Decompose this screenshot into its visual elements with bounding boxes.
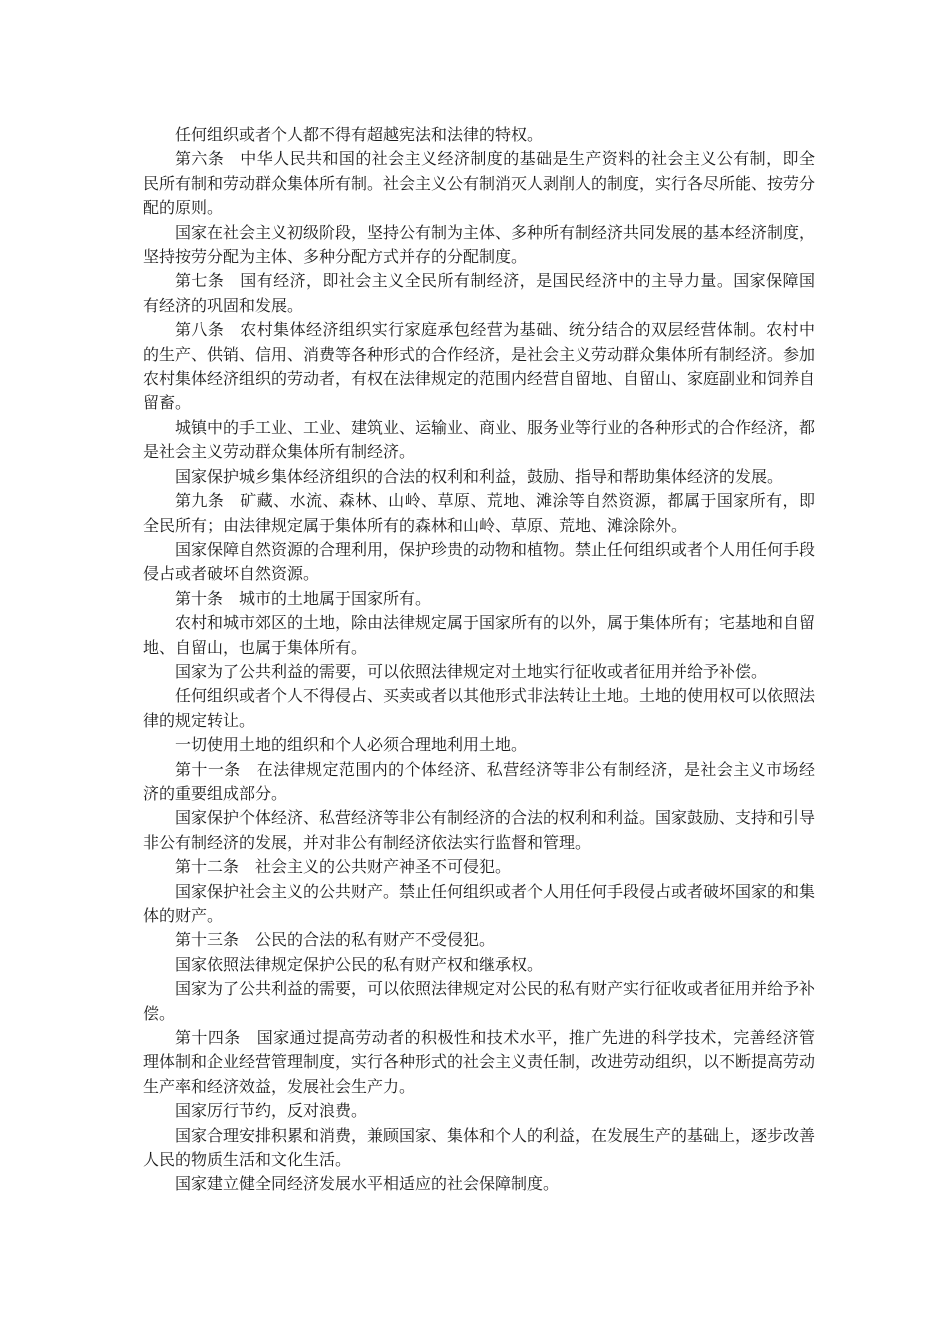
paragraph-text: 国家通过提高劳动者的积极性和技术水平，推广先进的科学技术，完善经济管理体制和企业经营管理制度，实行各种形式的社会主义责任制，改进劳动组织，以不断提高劳动生产率和经济效益，发展社会生产力。: [143, 1028, 816, 1096]
paragraph: [143, 318, 815, 416]
paragraph-text: 国家保护个体经济、私营经济等非公有制经济的合法的权利和利益。国家鼓励、支持和引导非公有制经济的发展，并对非公有制经济依法实行监督和管理。: [143, 808, 816, 852]
article-number: 第八条: [175, 320, 225, 340]
paragraph: [143, 538, 815, 587]
paragraph: [143, 660, 815, 684]
paragraph-text: 在法律规定范围内的个体经济、私营经济等非公有制经济，是社会主义市场经济的重要组成部分。: [143, 759, 815, 803]
paragraph: [143, 1026, 815, 1099]
paragraph: [143, 1099, 815, 1123]
paragraph: [143, 684, 815, 733]
paragraph: [143, 880, 815, 929]
paragraph-text: 矿藏、水流、森林、山岭、草原、荒地、滩涂等自然资源，都属于国家所有，即全民所有；由法律规定属于集体所有的森林和山岭、草原、荒地、滩涂除外。: [143, 491, 815, 535]
paragraph-text: 中华人民共和国的社会主义经济制度的基础是生产资料的社会主义公有制，即全民所有制和劳动群众集体所有制。社会主义公有制消灭人剥削人的制度，实行各尽所能、按劳分配的原则。: [143, 149, 816, 218]
paragraph-text: 国家建立健全同经济发展水平相适应的社会保障制度。: [175, 1174, 560, 1194]
paragraph-text: 社会主义的公共财产神圣不可侵犯。: [255, 857, 512, 877]
paragraph-text: 国家厉行节约，反对浪费。: [175, 1101, 368, 1121]
paragraph-text: 国家保护社会主义的公共财产。禁止任何组织或者个人用任何手段侵占或者破坏国家的和集体的财产。: [143, 881, 816, 925]
article-number: 第十四条: [175, 1028, 241, 1048]
article-number: 第十一条: [175, 759, 241, 779]
paragraph-text: 国家依照法律规定保护公民的私有财产权和继承权。: [175, 954, 544, 974]
paragraph: [143, 953, 815, 977]
paragraph-text: 农村和城市郊区的土地，除由法律规定属于国家所有的以外，属于集体所有；宅基地和自留地、自留山，也属于集体所有。: [143, 613, 816, 657]
paragraph: [143, 611, 815, 660]
paragraph-text: 国有经济，即社会主义全民所有制经济，是国民经济中的主导力量。国家保障国有经济的巩固和发展。: [143, 271, 815, 315]
paragraph: [143, 977, 815, 1026]
paragraph: [143, 928, 815, 952]
paragraph: [143, 855, 815, 879]
paragraph: [143, 269, 815, 318]
paragraph: [143, 733, 815, 757]
paragraph-text: 任何组织或者个人都不得有超越宪法和法律的特权。: [175, 125, 544, 144]
paragraph: [143, 465, 815, 489]
paragraph-text: 城市的土地属于国家所有。: [239, 588, 432, 608]
article-number: 第九条: [175, 491, 225, 511]
paragraph: [143, 416, 815, 465]
paragraph: [143, 221, 815, 270]
paragraph: [143, 587, 815, 611]
document-body: [143, 123, 815, 1197]
paragraph: [143, 1124, 815, 1173]
article-number: 第七条: [175, 271, 225, 291]
paragraph-text: 农村集体经济组织实行家庭承包经营为基础、统分结合的双层经营体制。农村中的生产、供销、信用、消费等各种形式的合作经济，是社会主义劳动群众集体所有制经济。参加农村集体经济组织的劳动者，有权在法律规定的范围内经营自留地、自留山、家庭副业和饲养自留畜。: [143, 320, 816, 413]
paragraph: [143, 147, 815, 220]
paragraph: [143, 758, 815, 807]
article-number: 第六条: [175, 149, 225, 169]
paragraph: [143, 123, 815, 147]
paragraph-text: 国家保护城乡集体经济组织的合法的权利和利益，鼓励、指导和帮助集体经济的发展。: [175, 466, 784, 486]
paragraph-text: 一切使用土地的组织和个人必须合理地利用土地。: [175, 735, 528, 755]
article-number: 第十条: [175, 588, 224, 608]
paragraph-text: 任何组织或者个人不得侵占、买卖或者以其他形式非法转让土地。土地的使用权可以依照法律的规定转让。: [143, 686, 816, 730]
paragraph-text: 国家为了公共利益的需要，可以依照法律规定对公民的私有财产实行征收或者征用并给予补偿。: [143, 979, 816, 1023]
paragraph-text: 公民的合法的私有财产不受侵犯。: [255, 930, 496, 950]
paragraph: [143, 1172, 815, 1196]
paragraph-text: 国家保障自然资源的合理利用，保护珍贵的动物和植物。禁止任何组织或者个人用任何手段侵占或者破坏自然资源。: [143, 539, 816, 584]
paragraph: [143, 806, 815, 855]
paragraph-text: 国家为了公共利益的需要，可以依照法律规定对土地实行征收或者征用并给予补偿。: [175, 661, 768, 681]
article-number: 第十二条: [175, 857, 240, 877]
article-number: 第十三条: [175, 930, 240, 950]
paragraph: [143, 489, 815, 538]
paragraph-text: 城镇中的手工业、工业、建筑业、运输业、商业、服务业等行业的各种形式的合作经济，都是社会主义劳动群众集体所有制经济。: [143, 417, 816, 462]
paragraph-text: 国家在社会主义初级阶段，坚持公有制为主体、多种所有制经济共同发展的基本经济制度，坚持按劳分配为主体、多种分配方式并存的分配制度。: [143, 222, 816, 267]
paragraph-text: 国家合理安排积累和消费，兼顾国家、集体和个人的利益，在发展生产的基础上，逐步改善人民的物质生活和文化生活。: [143, 1125, 816, 1170]
